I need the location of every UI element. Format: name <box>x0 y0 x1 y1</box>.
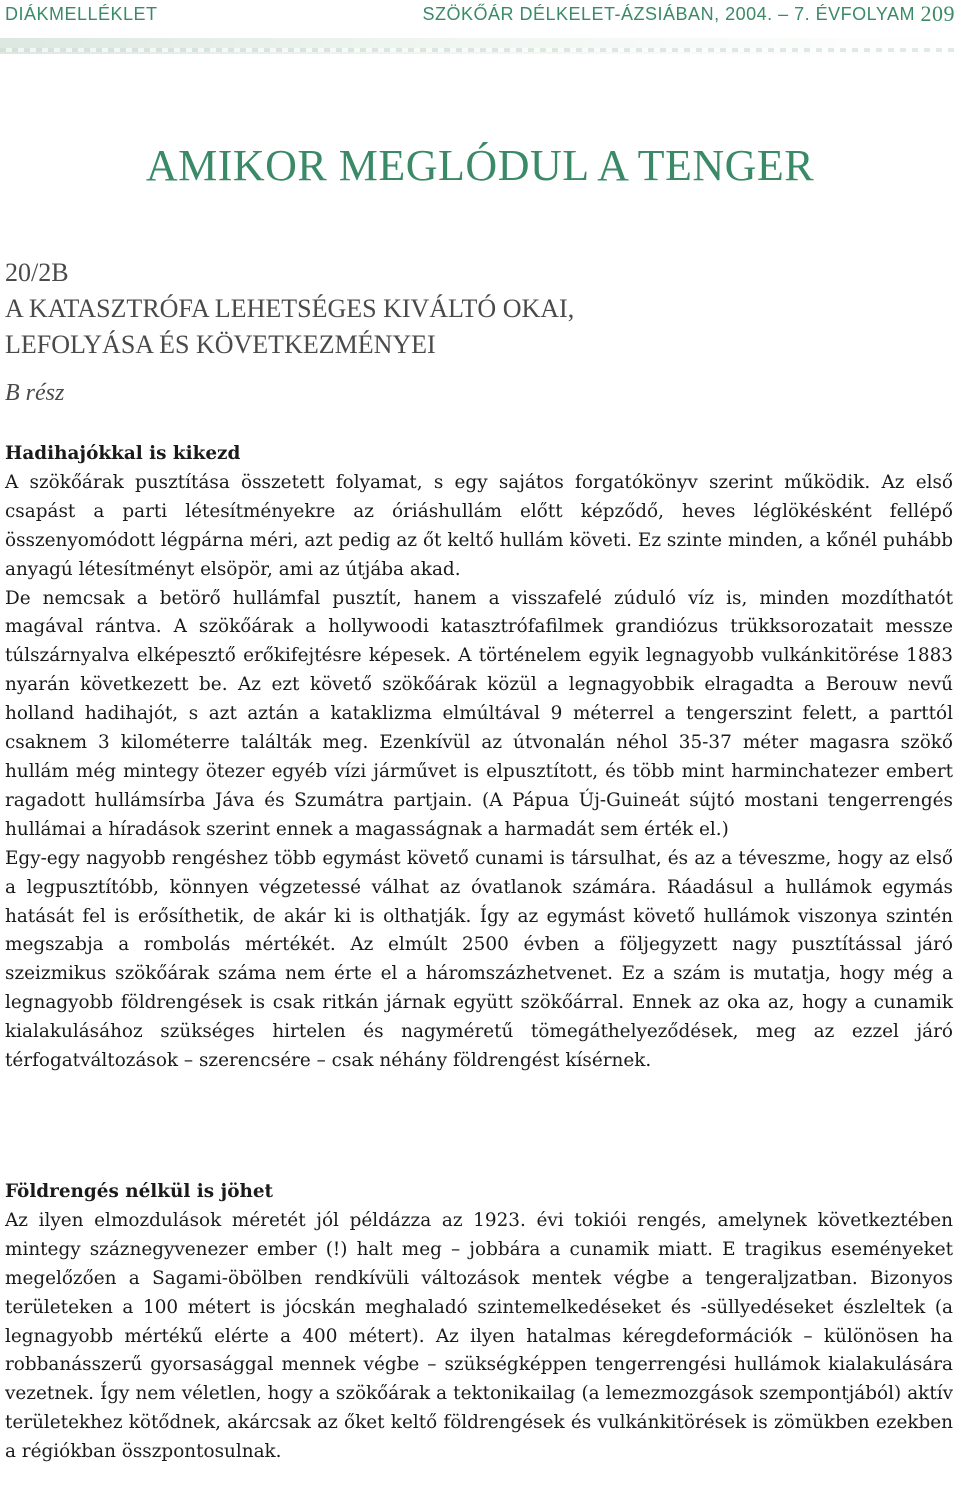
chapter-title-line-2: LEFOLYÁSA ÉS KÖVETKEZMÉNYEI <box>5 330 436 359</box>
paragraph: Egy-egy nagyobb rengéshez több egymást követő cunami is társulhat, és az a téveszme, hogy az első a legpusztítóbb, könnyen végzetessé válhat az óvatlanok számára. Ráadásul a hullámok egymás hatását fel is erősíthetik, de akár ki is olthatják. Így az egymást követő hullámok viszonya szintén megszabja a rombolás mértékét. Az elmúlt 2500 évben a följegyzett nagy pusztítással járó szeizmikus szökőárak száma nem érte el a háromszázhetvenet. Ez a szám is mutatja, hogy még a legnagyobb földrengések is csak ritkán járnak együtt szökőárral. Ennek az oka az, hogy a cunamik kialakulásához szükséges hirtelen és nagyméretű tömegáthelyeződések, meg az ezzel járó térfogatváltozások – szerencsére – csak néhány földrengést kísérnek. <box>5 847 953 1072</box>
article-section <box>5 440 953 1076</box>
paragraph: A szökőárak pusztítása összetett folyamat, s egy sajátos forgatókönyv szerint működik. Az első csapást a parti létesítményekre az óriáshullám előtt képződő, heves léglökésként fellépő összenyomódott légpárna méri, azt pedig az őt keltő hullám követi. Ez szinte minden, a kőnél puhább anyagú létesítményt elsöpör, ami az útjába akad. <box>5 471 953 580</box>
running-header <box>5 0 955 32</box>
chapter-heading <box>5 255 574 363</box>
paragraph: De nemcsak a betörő hullámfal pusztít, hanem a visszafelé zúduló víz is, minden mozdíthatót magával rántva. A szökőárak a hollywoodi katasztrófafilmek grandiózus trükksorozatait messze túlszárnyalva elképesztő erőkifejtésre képesek. A történelem egyik legnagyobb vulkánkitörése 1883 nyarán következett be. Az ezt követő szökőárak közül a legnagyobbik elragadta a Berouw nevű holland hadihajót, s azt aztán a kataklizma elmúltával 9 méterrel a tengerszint felett, a parttól csaknem 3 kilométerre találták meg. Ezenkívül az útvonalán néhol 35-37 méter magasra szökő hullám még mintegy ötezer egyéb vízi járművet is elpusztított, és több mint harminchatezer embert ragadott hullámsírba Jáva és Szumátra partjain. (A Pápua Új-Guineát sújtó mostani tengerrengés hullámai a híradások szerint ennek a magasságnak a harmadát sem érték el.) <box>5 587 953 840</box>
chapter-title-line-1: A KATASZTRÓFA LEHETSÉGES KIVÁLTÓ OKAI, <box>5 294 575 323</box>
section-title: Földrengés nélkül is jöhet <box>5 1181 274 1202</box>
chapter-number: 20/2B <box>5 258 69 287</box>
header-left-label: DIÁKMELLÉKLET <box>5 4 158 24</box>
page-number: 209 <box>920 1 955 26</box>
part-label: B rész <box>5 380 65 406</box>
paragraph: Az ilyen elmozdulások méretét jól példázza az 1923. évi tokiói rengés, amelynek következtében mintegy száznegyvenezer ember (!) halt meg – jobbára a cunamik miatt. E tragikus eseményeket megelőzően a Sagami-öbölben rendkívüli változások mentek végbe a tengeraljzatban. Bizonyos területeken a 100 métert is jócskán meghaladó szintemelkedéseket és -süllyedéseket észleltek (a legnagyobb mértékű elérte a 400 métert). Az ilyen hatalmas kéregdeformációk – különösen ha robbanásszerű gyorsasággal mennek végbe – szükségképpen tengerrengési hullámok kialakulására vezetnek. Így nem véletlen, hogy a szökőárak a tektonikailag (a lemezmozgások szempontjából) aktív területekhez kötődnek, akárcsak az őket keltő földrengések és vulkánkitörések is zömükben ezekben a régiókban összpontosulnak. <box>5 1209 953 1463</box>
header-divider <box>0 38 960 54</box>
article-section <box>5 1178 953 1467</box>
section-title: Hadihajókkal is kikezd <box>5 443 241 464</box>
page-title: AMIKOR MEGLÓDUL A TENGER <box>145 141 815 190</box>
header-right-label: SZÖKŐÁR DÉLKELET-ÁZSIÁBAN, 2004. – 7. ÉVFOLYAM <box>422 4 915 24</box>
